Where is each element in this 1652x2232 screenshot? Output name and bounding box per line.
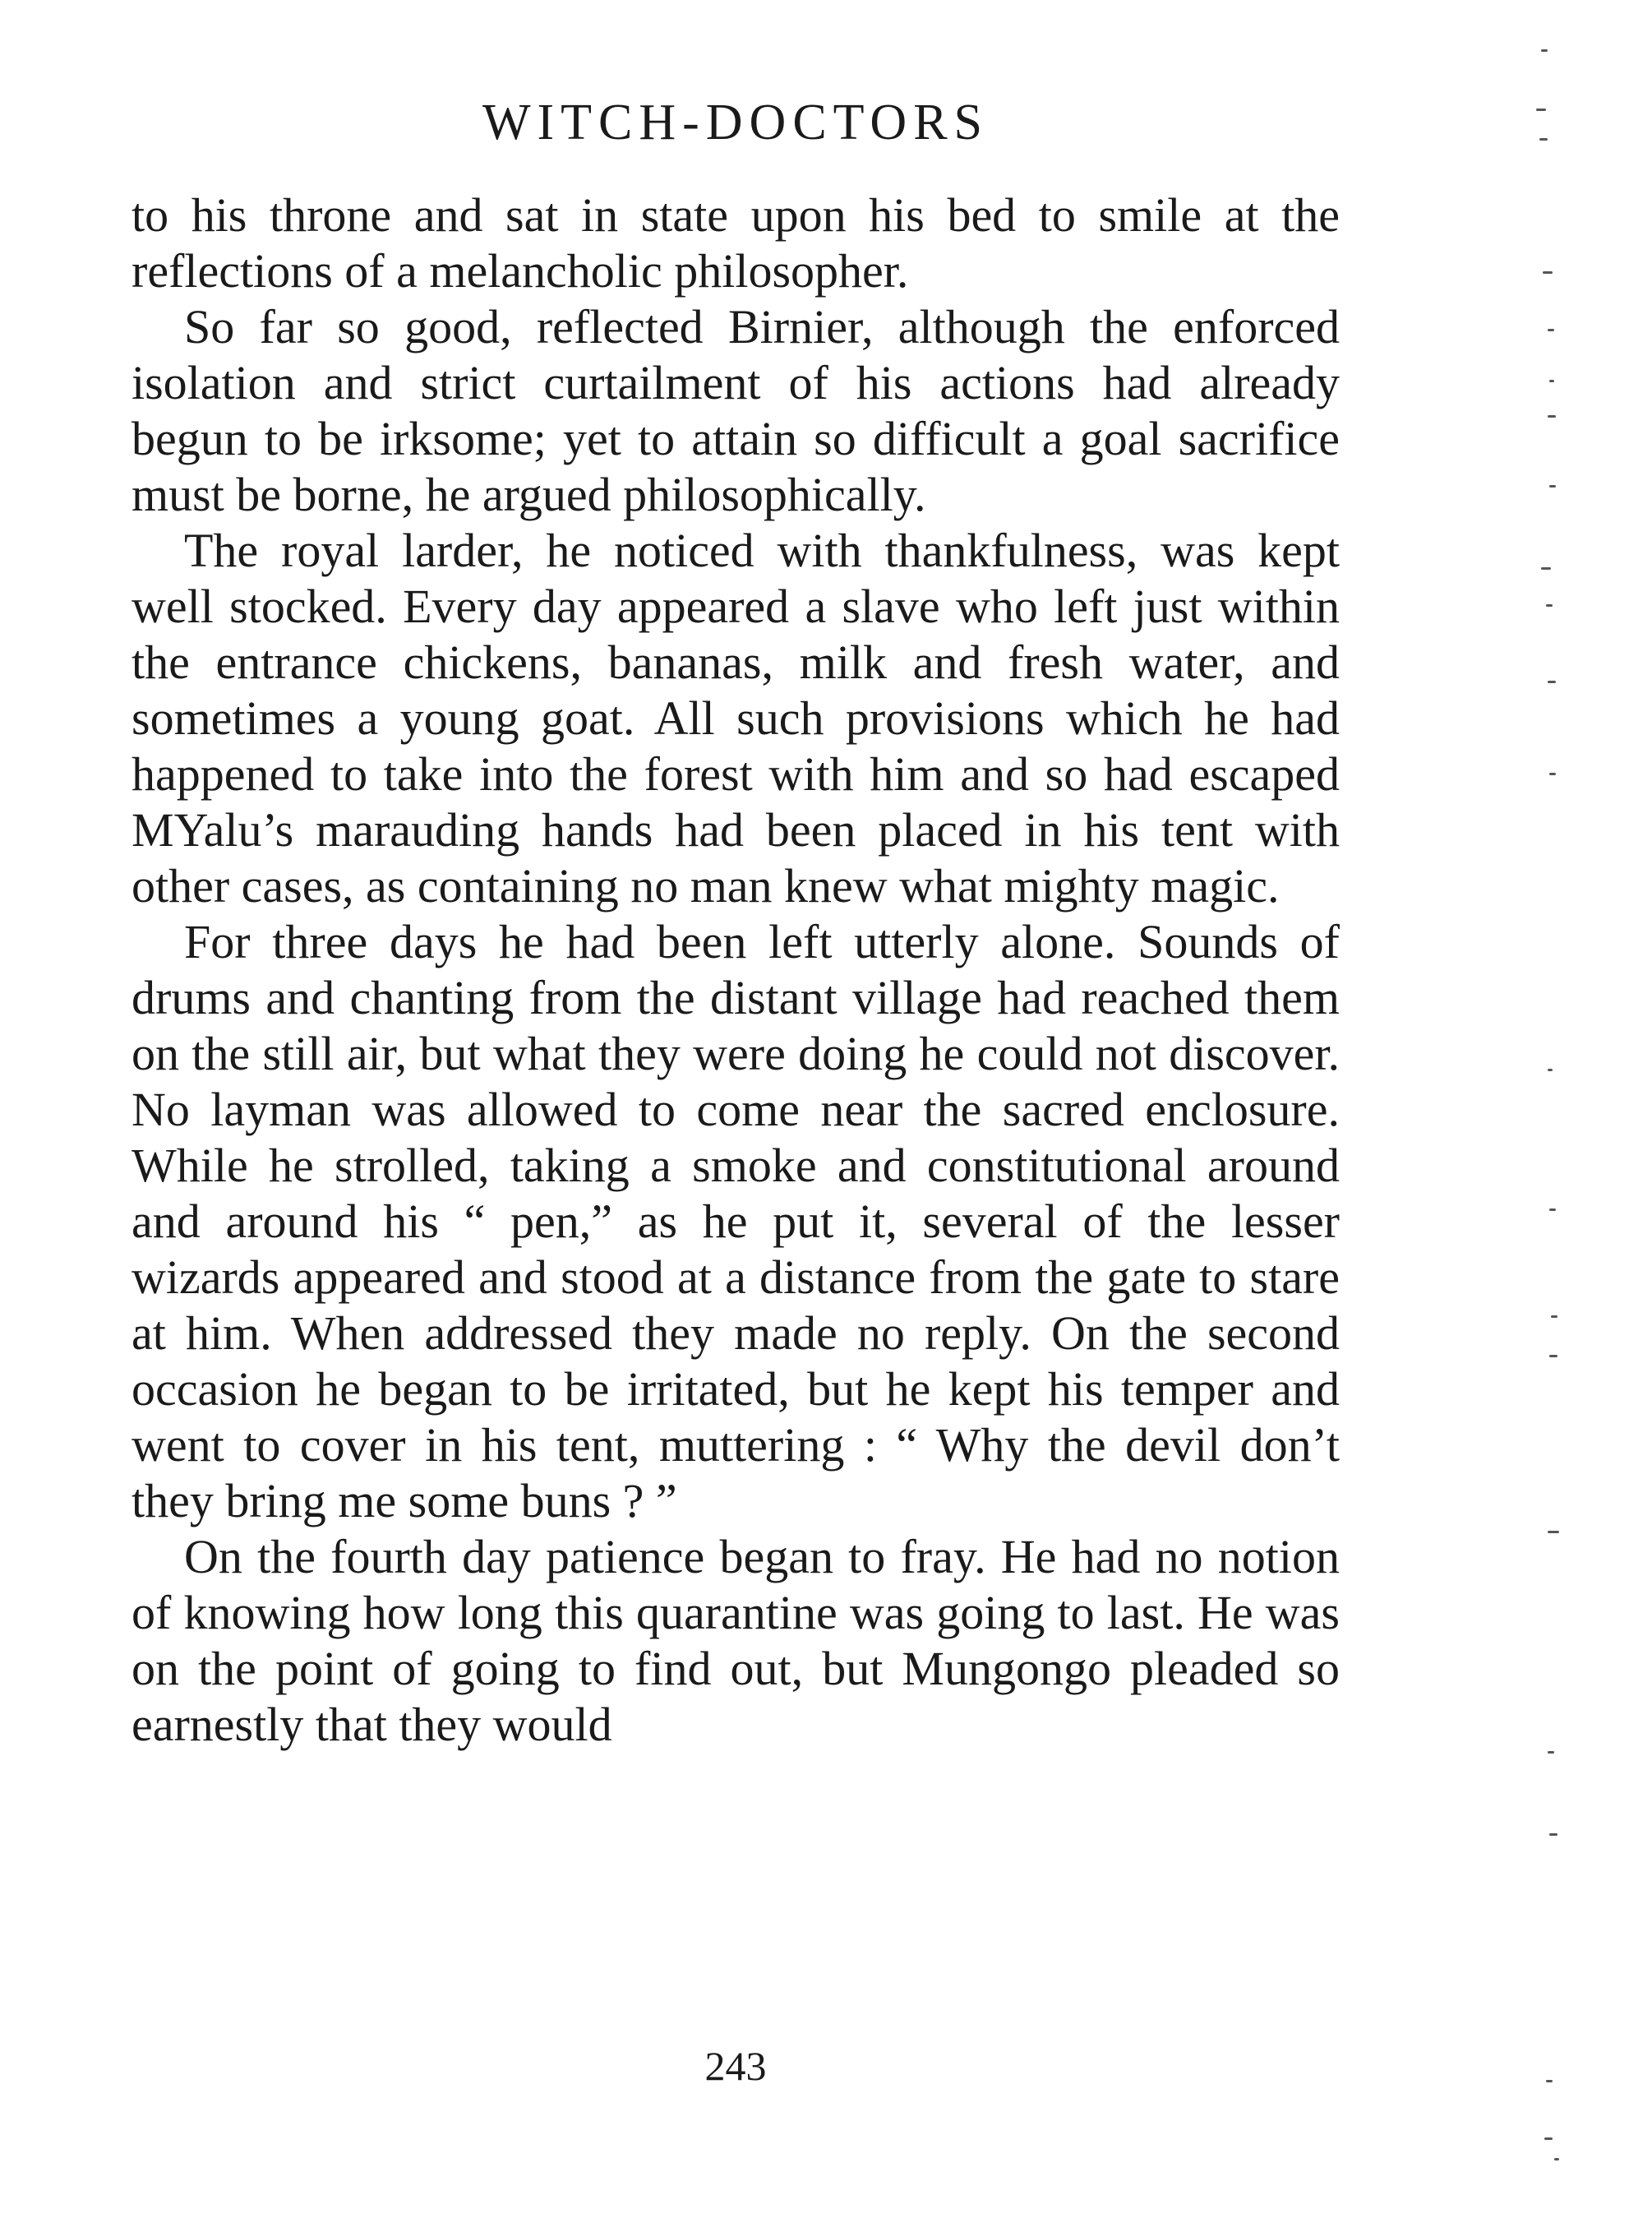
- running-head: WITCH-DOCTORS: [482, 95, 990, 150]
- page-number: 243: [704, 2043, 767, 2089]
- paragraph: So far so good, reflected Birnier, although the enforced isolation and strict curtailment of his actions had already begun to be irksome; yet to attain so difficult a goal sacrifice must be borne, he argued philosophically.: [132, 300, 1340, 521]
- paragraph: The royal larder, he noticed with thankfulness, was kept well stocked. Every day appeared a slave who left just within the entrance chickens, bananas, milk and fresh water, and sometimes a young goat. All such provisions which he had happened to take into the forest with him and so had escaped MYalu’s marauding hands had been placed in his tent with other cases, as containing no man knew what mighty magic.: [132, 524, 1340, 913]
- paragraph: For three days he had been left utterly alone. Sounds of drums and chanting from the distant village had reached them on the still air, but what they were doing he could not discover. No layman was allowed to come near the sacred enclosure. While he strolled, taking a smoke and constitutional around and around his “ pen,” as he put it, several of the lesser wizards appeared and stood at a distance from the gate to stare at him. When addressed they made no reply. On the second occasion he began to be irritated, but he kept his temper and went to cover in his tent, muttering : “ Why the devil don’t they bring me some buns ? ”: [132, 915, 1340, 1527]
- paragraph-continued: to his throne and sat in state upon his bed to smile at the reflections of a melancholic philosopher.: [132, 188, 1340, 298]
- paragraph: On the fourth day patience began to fray. He had no notion of knowing how long this quarantine was going to last. He was on the point of going to find out, but Mungongo pleaded so earnestly that they would: [132, 1530, 1340, 1751]
- body-text: [132, 187, 1340, 1753]
- scan-edge-marks: [1525, 0, 1574, 2232]
